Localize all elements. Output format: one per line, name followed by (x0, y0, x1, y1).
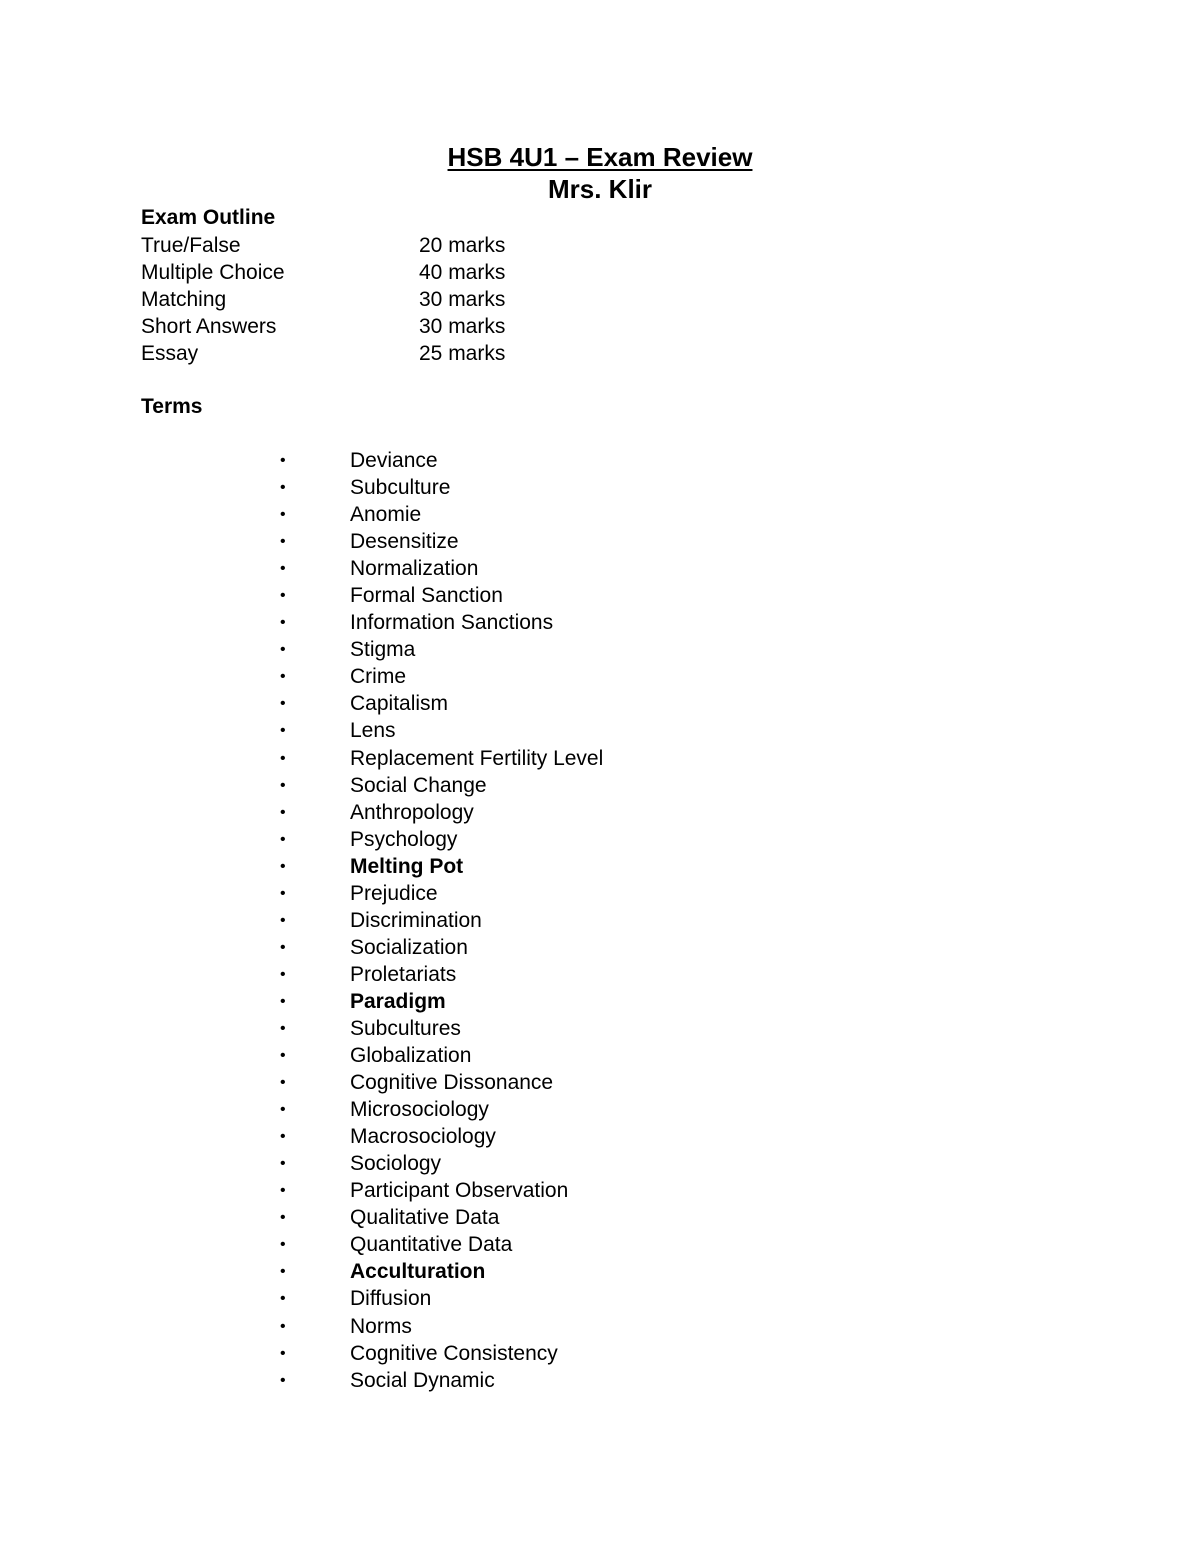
bullet-icon: • (280, 749, 286, 767)
bullet-icon: • (280, 1155, 286, 1173)
bullet-icon: • (280, 1371, 286, 1389)
term-text: Cognitive Dissonance (350, 1071, 554, 1095)
title-block (0, 141, 1200, 205)
outline-row (141, 286, 505, 313)
bullet-icon: • (280, 1074, 286, 1092)
term-list-item (0, 853, 1200, 880)
outline-marks: 30 marks (419, 288, 506, 311)
term-list-item (0, 555, 1200, 582)
term-list-item (0, 528, 1200, 555)
bullet-icon: • (280, 830, 286, 848)
term-list-item (0, 934, 1200, 961)
teacher-name: Mrs. Klir (547, 174, 653, 204)
outline-row (141, 259, 505, 286)
term-text: Participant Observation (350, 1179, 569, 1203)
document-title: HSB 4U1 – Exam Review (447, 142, 753, 172)
exam-outline-table (141, 232, 505, 367)
term-text: Subcultures (350, 1016, 461, 1040)
term-text: Prejudice (350, 881, 438, 905)
bullet-icon: • (280, 1182, 286, 1200)
term-text: Melting Pot (350, 854, 464, 878)
term-list-item (0, 717, 1200, 744)
bullet-icon: • (280, 1101, 286, 1119)
bullet-icon: • (280, 1317, 286, 1335)
term-text: Subculture (350, 476, 451, 500)
term-list-item (0, 961, 1200, 988)
bullet-icon: • (280, 1047, 286, 1065)
term-list-item (0, 1258, 1200, 1285)
bullet-icon: • (280, 452, 286, 469)
bullet-icon: • (280, 1209, 286, 1227)
term-list-item (0, 880, 1200, 907)
term-list-item (0, 1123, 1200, 1150)
term-text: Information Sanctions (350, 611, 554, 635)
outline-question-type: Essay (141, 342, 199, 365)
term-list-item (0, 826, 1200, 853)
bullet-icon: • (280, 641, 286, 659)
term-text: Crime (350, 665, 406, 689)
outline-question-type: Matching (141, 288, 227, 311)
bullet-icon: • (280, 614, 286, 632)
term-list-item (0, 1096, 1200, 1123)
term-list-item (0, 636, 1200, 663)
term-text: Globalization (350, 1044, 472, 1068)
bullet-icon: • (280, 911, 286, 929)
outline-question-type: Multiple Choice (141, 261, 285, 284)
term-text: Stigma (350, 638, 416, 662)
term-list-item (0, 501, 1200, 528)
term-text: Deviance (350, 449, 438, 472)
term-text: Capitalism (350, 692, 449, 716)
term-text: Anomie (350, 503, 422, 527)
bullet-icon: • (280, 533, 286, 551)
bullet-icon: • (280, 992, 286, 1010)
term-list-item (0, 1069, 1200, 1096)
term-list-item (0, 1367, 1200, 1394)
term-list-item (0, 447, 1200, 474)
bullet-icon: • (280, 722, 286, 740)
term-text: Qualitative Data (350, 1206, 500, 1230)
term-text: Anthropology (350, 800, 474, 824)
term-text: Psychology (350, 827, 458, 851)
bullet-icon: • (280, 803, 286, 821)
bullet-icon: • (280, 479, 286, 497)
bullet-icon: • (280, 938, 286, 956)
term-list-item (0, 745, 1200, 772)
term-list-item (0, 1231, 1200, 1258)
term-list-item (0, 609, 1200, 636)
terms-heading: Terms (141, 395, 203, 418)
term-list-item (0, 907, 1200, 934)
outline-row (141, 340, 505, 367)
outline-marks: 30 marks (419, 315, 506, 338)
term-text: Acculturation (350, 1260, 486, 1284)
outline-question-type: Short Answers (141, 315, 277, 338)
term-list-item (0, 663, 1200, 690)
bullet-icon: • (280, 1019, 286, 1037)
term-text: Microsociology (350, 1098, 489, 1122)
outline-row (141, 232, 505, 259)
term-text: Sociology (350, 1152, 442, 1176)
term-list-item (0, 1204, 1200, 1231)
exam-outline-heading: Exam Outline (141, 206, 276, 229)
terms-list (0, 447, 1200, 1394)
term-text: Macrosociology (350, 1125, 496, 1149)
term-text: Formal Sanction (350, 584, 503, 608)
bullet-icon: • (280, 560, 286, 578)
term-text: Normalization (350, 557, 479, 581)
term-list-item (0, 1150, 1200, 1177)
term-text: Quantitative Data (350, 1233, 513, 1257)
term-list-item (0, 474, 1200, 501)
term-list-item (0, 582, 1200, 609)
outline-question-type: True/False (141, 234, 241, 257)
bullet-icon: • (280, 1290, 286, 1308)
term-text: Cognitive Consistency (350, 1341, 558, 1365)
bullet-icon: • (280, 1263, 286, 1281)
bullet-icon: • (280, 668, 286, 686)
term-list-item (0, 1015, 1200, 1042)
term-text: Proletariats (350, 962, 457, 986)
bullet-icon: • (280, 857, 286, 875)
outline-marks: 40 marks (419, 261, 506, 284)
outline-marks: 25 marks (419, 342, 506, 365)
bullet-icon: • (280, 1236, 286, 1254)
term-text: Social Dynamic (350, 1368, 495, 1392)
term-list-item (0, 1177, 1200, 1204)
term-text: Diffusion (350, 1287, 432, 1311)
outline-row (141, 313, 505, 340)
term-text: Socialization (350, 935, 468, 959)
term-text: Discrimination (350, 908, 482, 932)
term-text: Desensitize (350, 530, 459, 554)
bullet-icon: • (280, 587, 286, 605)
bullet-icon: • (280, 1344, 286, 1362)
term-list-item (0, 690, 1200, 717)
bullet-icon: • (280, 965, 286, 983)
term-list-item (0, 1285, 1200, 1312)
outline-marks: 20 marks (419, 234, 506, 257)
term-text: Norms (350, 1314, 412, 1338)
term-text: Paradigm (350, 989, 446, 1013)
term-list-item (0, 1042, 1200, 1069)
term-text: Lens (350, 719, 396, 743)
bullet-icon: • (280, 776, 286, 794)
term-list-item (0, 799, 1200, 826)
bullet-icon: • (280, 1128, 286, 1146)
term-list-item (0, 772, 1200, 799)
term-text: Replacement Fertility Level (350, 746, 604, 770)
bullet-icon: • (280, 506, 286, 524)
term-text: Social Change (350, 773, 487, 797)
term-list-item (0, 1313, 1200, 1340)
term-list-item (0, 1340, 1200, 1367)
bullet-icon: • (280, 884, 286, 902)
term-list-item (0, 988, 1200, 1015)
bullet-icon: • (280, 695, 286, 713)
